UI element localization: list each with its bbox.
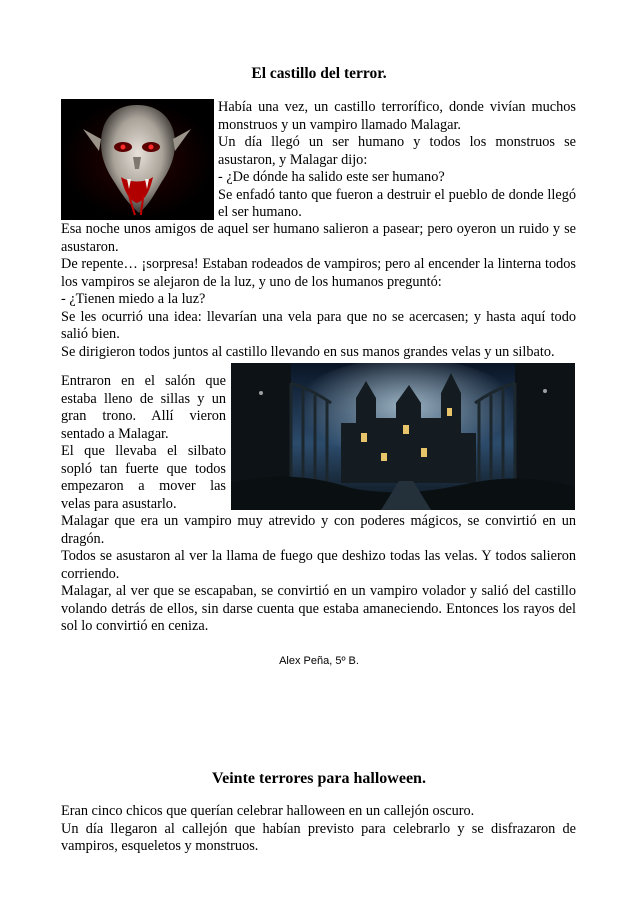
paragraph: - ¿De dónde ha salido este ser humano? [218, 169, 445, 185]
paragraph: Entraron en el salón que estaba lleno de sillas y un gran trono. Allí vieron sentado a Malagar. [61, 373, 226, 442]
paragraph: Se enfadó tanto que fueron a destruir el pueblo de donde llegó el ser humano. [218, 186, 576, 220]
paragraph-group-intro [218, 99, 576, 222]
paragraph: Había una vez, un castillo terrorífico, donde vivían muchos monstruos y un vampiro llamado Malagar. [218, 99, 576, 133]
paragraph: Se dirigieron todos juntos al castillo llevando en sus manos grandes velas y un silbato. [61, 343, 555, 360]
story-title: El castillo del terror. [251, 65, 387, 82]
paragraph: Se les ocurrió una idea: llevarían una vela para que no se acercasen; y hasta aquí todo salió bien. [61, 308, 576, 342]
paragraph: Malagar, al ver que se escapaban, se convirtió en un vampiro volador y salió del castillo volando detrás de ellos, sin darse cuenta que estaba amaneciendo. Entonces los rayos del sol lo convirtió en ceniza. [61, 583, 576, 634]
paragraph: - ¿Tienen miedo a la luz? [61, 291, 206, 307]
paragraph: Esa noche unos amigos de aquel ser humano salieron a pasear; pero oyeron un ruido y se asustaron. [61, 221, 576, 255]
paragraph: Un día llegaron al callejón que habían previsto para celebrarlo y se disfrazaron de vampiros, esqueletos y monstruos. [61, 820, 576, 854]
story-title: Veinte terrores para halloween. [212, 770, 426, 787]
paragraph: Todos se asustaron al ver la llama de fuego que deshizo todas las velas. Y todos salieron corriendo. [61, 548, 576, 582]
vampire-image [61, 99, 214, 220]
paragraph-group-hall [61, 373, 226, 513]
paragraph: Eran cinco chicos que querían celebrar halloween en un callejón oscuro. [61, 803, 475, 819]
paragraph-group-ending [61, 513, 576, 636]
paragraph: Malagar que era un vampiro muy atrevido y con poderes mágicos, se convirtió en un dragón. [61, 513, 576, 547]
paragraph-group-story2 [61, 803, 576, 856]
paragraph: Un día llegó un ser humano y todos los monstruos se asustaron, y Malagar dijo: [218, 134, 576, 168]
haunted-castle-image [231, 363, 575, 510]
author-signature: Alex Peña, 5º B. [279, 655, 359, 667]
paragraph: El que llevaba el silbato sopló tan fuerte que todos empezaron a mover las velas para asustarlo. [61, 443, 226, 512]
paragraph-group-main [61, 221, 576, 361]
paragraph: De repente… ¡sorpresa! Estaban rodeados de vampiros; pero al encender la linterna todos los vampiros se alejaron de la luz, y uno de los humanos preguntó: [61, 256, 576, 290]
